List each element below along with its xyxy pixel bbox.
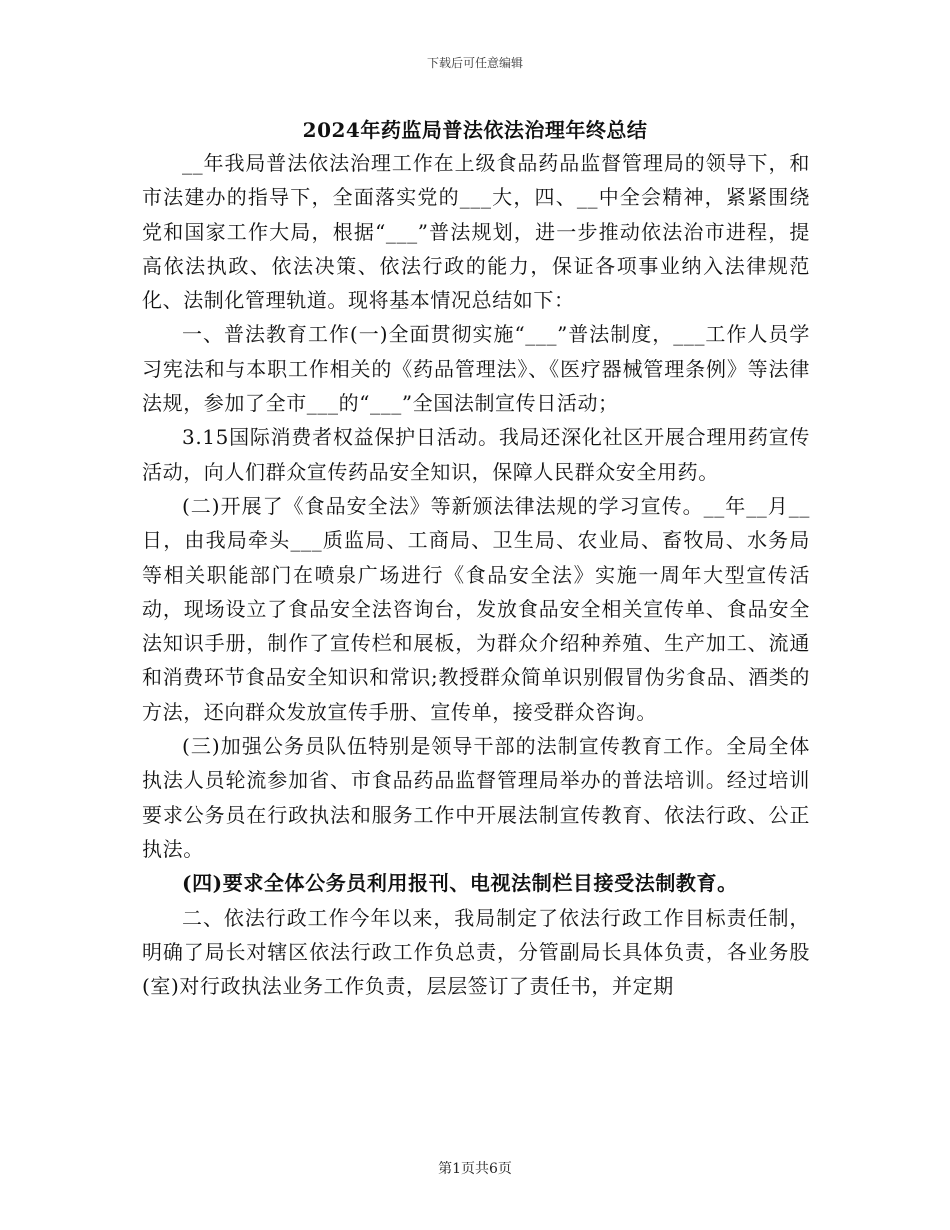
- paragraph: 一、普法教育工作(一)全面贯彻实施“___”普法制度，___工作人员学习宪法和与本职工作相关的《药品管理法》、《医疗器械管理条例》等法律法规，参加了全市___的“___”全国法制宣传日活动；: [142, 322, 810, 416]
- paragraph: (二)开展了《食品安全法》等新颁法律法规的学习宣传。__年__月__日，由我局牵头___质监局、工商局、卫生局、农业局、畜牧局、水务局等相关职能部门在喷泉广场进行《食品安全法》实施一周年大型宣传活动，现场设立了食品安全法咨询台，发放食品安全相关宣传单、食品安全法知识手册，制作了宣传栏和展板，为群众介绍种养殖、生产加工、流通和消费环节食品安全知识和常识;教授群众简单识别假冒伪劣食品、酒类的方法，还向群众发放宣传手册、宣传单，接受群众咨询。: [142, 493, 810, 724]
- paragraph: (三)加强公务员队伍特别是领导干部的法制宣传教育工作。全局全体执法人员轮流参加省、市食品药品监督管理局举办的普法培训。经过培训要求公务员在行政执法和服务工作中开展法制宣传教育、依法行政、公正执法。: [142, 734, 810, 861]
- paragraph: __年我局普法依法治理工作在上级食品药品监督管理局的领导下，和市法建办的指导下，全面落实党的___大，四、__中全会精神，紧紧围绕党和国家工作大局，根据“___”普法规划，进一步推动依法治市进程，提高依法执政、依法决策、依法行政的能力，保证各项事业纳入法律规范化、法制化管理轨道。现将基本情况总结如下：: [142, 151, 810, 313]
- paragraph-bold: (四)要求全体公务员利用报刊、电视法制栏目接受法制教育。: [182, 871, 738, 896]
- document-title: 2024年药监局普法依法治理年终总结: [302, 118, 648, 142]
- paragraph: 二、依法行政工作今年以来，我局制定了依法行政工作目标责任制，明确了局长对辖区依法行政工作负总责，分管副局长具体负责，各业务股(室)对行政执法业务工作负责，层层签订了责任书，并定期: [142, 905, 810, 999]
- page-header: 下载后可任意编辑: [426, 56, 523, 70]
- paragraph: 3.15国际消费者权益保护日活动。我局还深化社区开展合理用药宣传活动，向人们群众宣传药品安全知识，保障人民群众安全用药。: [142, 425, 810, 484]
- document-body: [142, 146, 810, 1003]
- page-footer: 第1页共6页: [438, 1161, 512, 1177]
